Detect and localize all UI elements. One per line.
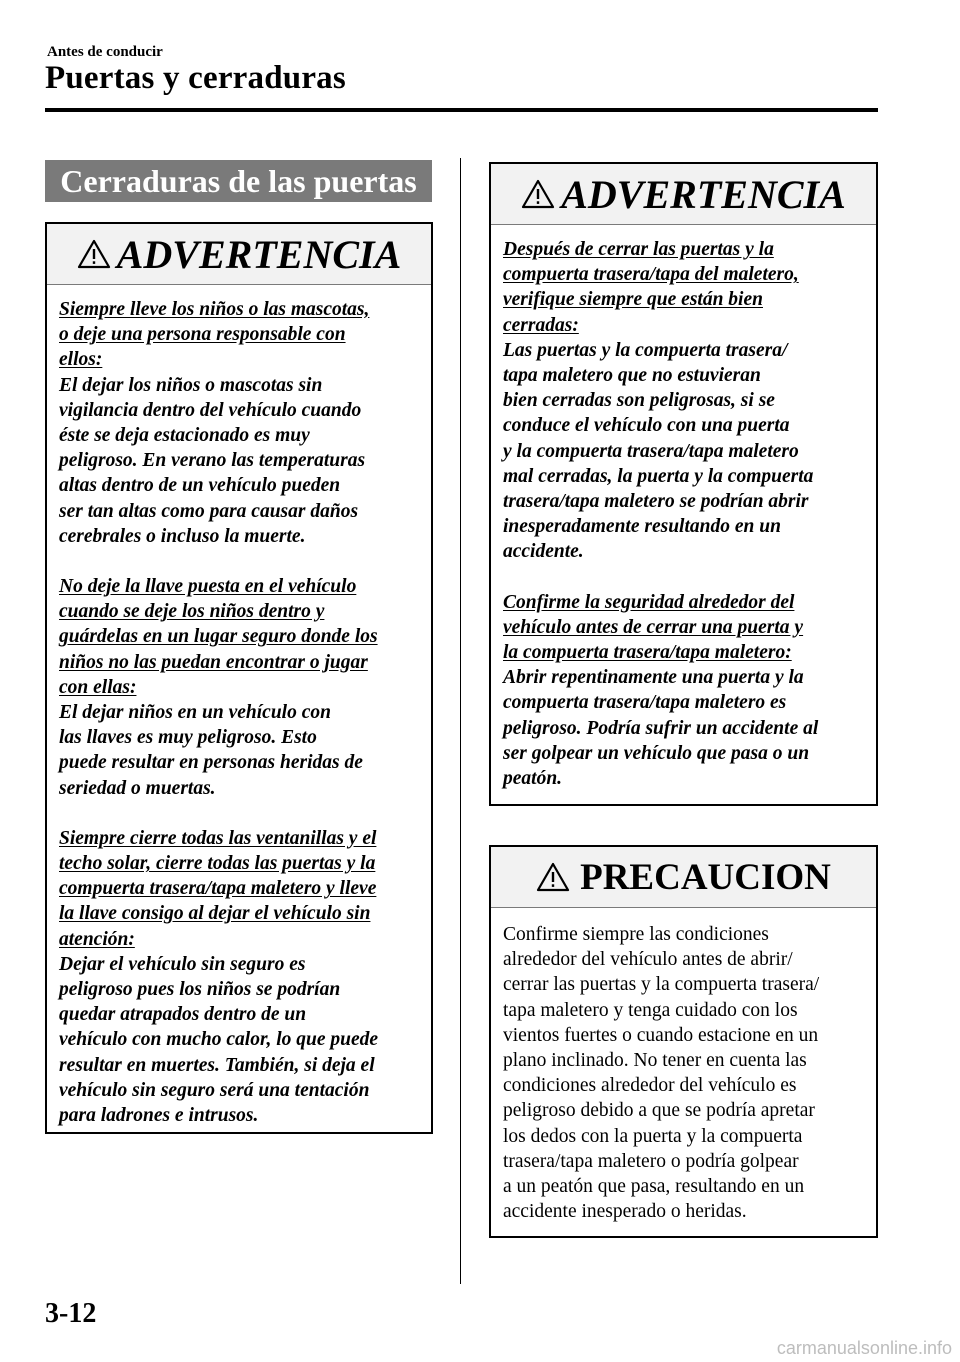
heading-line: cerradas: <box>503 314 579 336</box>
body-line: accidente inesperado o heridas. <box>503 1201 747 1223</box>
body-line: vientos fuertes o cuando estacione en un <box>503 1024 819 1046</box>
body-line: plano inclinado. No tener en cuenta las <box>503 1050 807 1072</box>
body-line: trasera/tapa maletero o podría golpear <box>503 1150 799 1172</box>
body-line: peligroso debido a que se podría apretar <box>503 1100 815 1122</box>
warning-paragraph-body <box>59 373 420 549</box>
body-line: bien cerradas son peligrosas, si se <box>503 390 775 412</box>
body-line: conduce el vehículo con una puerta <box>503 415 790 437</box>
heading-line: ellos: <box>59 349 103 371</box>
warning-box-header <box>491 164 876 225</box>
warning-box-left <box>45 222 433 1134</box>
warning-box-right <box>489 162 878 806</box>
body-line: trasera/tapa maletero se podrían abrir <box>503 491 809 513</box>
heading-line: techo solar, cierre todas las puertas y la <box>59 853 376 875</box>
heading-line: No deje la llave puesta en el vehículo <box>59 576 357 598</box>
warning-title: ADVERTENCIA <box>561 171 846 217</box>
body-line: y la compuerta trasera/tapa maletero <box>503 440 799 462</box>
body-line: ser golpear un vehículo que pasa o un <box>503 742 810 764</box>
heading-line: niños no las puedan encontrar o jugar <box>59 651 368 673</box>
body-line: las llaves es muy peligroso. Esto <box>59 727 317 749</box>
heading-line: la compuerta trasera/tapa maletero: <box>503 642 792 664</box>
body-line: los dedos con la puerta y la compuerta <box>503 1125 803 1147</box>
heading-line: Confirme la seguridad alrededor del <box>503 591 795 613</box>
body-line: a un peatón que pasa, resultando en un <box>503 1176 805 1198</box>
warning-paragraph-heading <box>59 826 420 952</box>
caution-box-header <box>491 847 876 908</box>
body-line: éste se deja estacionado es muy <box>59 425 310 447</box>
body-line: quedar atrapados dentro de un <box>59 1004 307 1026</box>
warning-paragraph <box>503 590 865 792</box>
body-line: cerrar las puertas y la compuerta trasera/ <box>503 974 820 996</box>
warning-paragraph-heading <box>59 297 420 373</box>
body-line: accidente. <box>503 541 584 563</box>
heading-line: con ellas: <box>59 676 137 698</box>
warning-paragraph-heading <box>503 590 865 666</box>
heading-line: cuando se deje los niños dentro y <box>59 601 325 623</box>
heading-line: guárdelas en un lugar seguro donde los <box>59 626 378 648</box>
body-line: altas dentro de un vehículo pueden <box>59 475 341 497</box>
body-line: tapa maletero que no estuvieran <box>503 365 761 387</box>
heading-line: Después de cerrar las puertas y la <box>503 239 774 260</box>
body-line: vehículo sin seguro será una tentación <box>59 1079 370 1101</box>
heading-line: compuerta trasera/tapa maletero y lleve <box>59 878 377 900</box>
warning-paragraph-body <box>503 338 865 565</box>
body-line: condiciones alrededor del vehículo es <box>503 1075 797 1097</box>
warning-title: ADVERTENCIA <box>116 231 402 277</box>
body-line: peligroso. En verano las temperaturas <box>59 450 366 472</box>
caution-box <box>489 845 878 1238</box>
body-line: tapa maletero y tenga cuidado con los <box>503 999 798 1021</box>
warning-paragraph <box>59 574 420 801</box>
warning-triangle-icon <box>536 862 570 892</box>
warning-box-header <box>47 224 431 285</box>
body-line: vehículo con mucho calor, lo que puede <box>59 1029 379 1051</box>
body-line: Confirme siempre las condiciones <box>503 924 769 945</box>
body-line: puede resultar en personas heridas de <box>59 752 363 774</box>
warning-paragraph-body <box>503 665 865 791</box>
warning-paragraph-heading <box>59 574 420 700</box>
page-number: 3-12 <box>45 1298 97 1329</box>
body-line: peligroso. Podría sufrir un accidente al <box>503 717 819 739</box>
warning-paragraph <box>503 237 865 565</box>
warning-paragraph-body <box>59 700 420 801</box>
heading-line: Siempre lleve los niños o las mascotas, <box>59 299 370 320</box>
warning-body <box>47 285 431 1128</box>
section-banner: Cerraduras de las puertas <box>45 160 432 202</box>
body-line: peligroso pues los niños se podrían <box>59 979 341 1001</box>
body-line: El dejar niños en un vehículo con <box>59 702 331 724</box>
header-rule <box>45 108 878 112</box>
body-line: ser tan altas como para causar daños <box>59 500 359 522</box>
heading-line: la llave consigo al dejar el vehículo sin <box>59 903 371 925</box>
heading-line: compuerta trasera/tapa del maletero, <box>503 264 799 286</box>
chapter-title: Puertas y cerraduras <box>45 60 346 96</box>
body-line: para ladrones e intrusos. <box>59 1105 259 1127</box>
body-line: mal cerradas, la puerta y la compuerta <box>503 465 814 487</box>
warning-body <box>491 225 876 791</box>
watermark: carmanualsonline.info <box>776 1338 952 1358</box>
warning-paragraph <box>59 297 420 549</box>
body-line: alrededor del vehículo antes de abrir/ <box>503 949 793 971</box>
heading-line: atención: <box>59 928 135 950</box>
body-line: seriedad o muertas. <box>59 777 216 799</box>
section-label: Antes de conducir <box>47 44 163 60</box>
body-line: Abrir repentinamente una puerta y la <box>503 667 804 689</box>
warning-paragraph-heading <box>503 237 865 338</box>
body-line: compuerta trasera/tapa maletero es <box>503 692 787 714</box>
warning-triangle-icon <box>77 239 111 269</box>
warning-paragraph-body <box>59 952 420 1128</box>
heading-line: o deje una persona responsable con <box>59 324 346 346</box>
caution-body <box>491 908 876 1224</box>
heading-line: verifique siempre que están bien <box>503 289 763 311</box>
column-divider <box>460 158 461 1284</box>
body-line: vigilancia dentro del vehículo cuando <box>59 399 362 421</box>
body-line: resultar en muertes. También, si deja el <box>59 1054 375 1076</box>
body-line: peatón. <box>503 768 563 790</box>
warning-triangle-icon <box>521 179 555 209</box>
caution-title: PRECAUCION <box>580 856 831 898</box>
body-line: cerebrales o incluso la muerte. <box>59 525 306 547</box>
heading-line: Siempre cierre todas las ventanillas y el <box>59 827 377 849</box>
body-line: Las puertas y la compuerta trasera/ <box>503 339 788 361</box>
heading-line: vehículo antes de cerrar una puerta y <box>503 616 804 638</box>
body-line: El dejar los niños o mascotas sin <box>59 374 323 396</box>
body-line: Dejar el vehículo sin seguro es <box>59 953 306 975</box>
warning-paragraph <box>59 826 420 1128</box>
body-line: inesperadamente resultando en un <box>503 516 781 538</box>
